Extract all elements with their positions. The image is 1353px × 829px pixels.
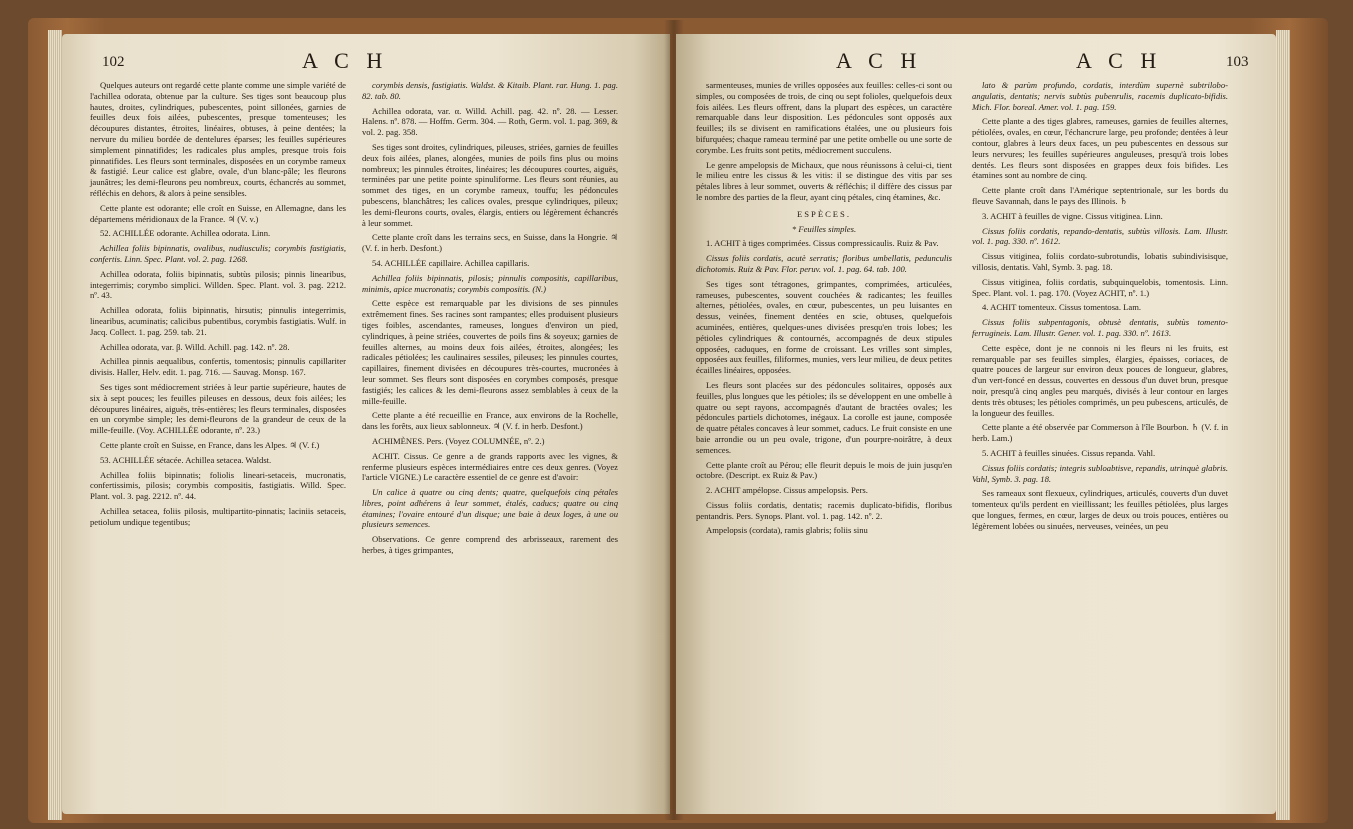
paragraph: ACHIT. Cissus. Ce genre a de grands rapports avec les vignes, & renferme plusieurs espèces intermédiaires entre ces deux genres. (Voyez l'article VIGNE.) Le caractère essentiel de ce genre est d'avoir:	[362, 450, 618, 483]
paragraph: Ses rameaux sont flexueux, cylindriques, articulés, couverts d'un duvet tomenteux qu'ils perdent en vieillissant; les feuilles pétiolées, plus larges que longues, fermes, en cœur, larges de deux ou trois pouces, entières ou légèrement lobées ou sinuées, nerveuses, veinées, un peu	[972, 488, 1228, 531]
page-number: 103	[1226, 54, 1249, 70]
paragraph: sarmenteuses, munies de vrilles opposées aux feuilles: celles-ci sont ou simples, ou composées de trois, de cinq ou sept folioles, quelquefois deux fois ailées. Les fleurs offrent, dans la plupart des espèces, un caractère remarquable dans leur disposition. Les pédoncules sont opposés aux feuilles; ils se divisent en ramifications étalées, une ou plusieurs fois bifurquées; chaque rameau terminé par une petite ombelle ou une sorte de corymbe. Les fruits sont petits, médiocrement succulens.	[696, 80, 952, 155]
paragraph: Cissus foliis cordatis, acutè serratis; floribus umbellatis, pedunculis dichotomis. Ruiz & Pav. Flor. peruv. vol. 1. pag. 64. tab. 100.	[696, 253, 952, 274]
right-page	[676, 34, 1276, 814]
paragraph: 1. ACHIT à tiges comprimées. Cissus compressicaulis. Ruiz & Pav.	[706, 238, 939, 249]
paragraph: Cette espèce est remarquable par les divisions de ses pinnules extrêmement fines. Ses racines sont rampantes; elles produisent plusieurs tiges foibles, ascendantes, rameuses, longues d'environ un pied, cylindriques, à peine striées, couvertes de poils fins & soyeux; garnies de feuilles alternes, au moins deux fois ailées, étroites, alongées; les radicales pétiolées; les caulinaires sessiles, pileuses; les pinnules courtes, capillaires, finement divisées en découpures très-courtes, mucronées à leur sommet. Ses fleurs sont disposées en corymbes composés, presque fastigiés; les calices & les demi-fleurons assez semblables à ceux de la mille-feuille.	[362, 298, 618, 406]
paragraph: Cissus foliis subpentagonis, obtusè dentatis, subtùs tomento-ferrugineis. Lam. Illustr. Gener. vol. 1. pag. 330. nº. 1613.	[972, 317, 1228, 338]
running-head-repeat: A C H	[1076, 48, 1163, 73]
paragraph: Observations. Ce genre comprend des arbrisseaux, rarement des herbes, à tiges grimpantes,	[362, 534, 618, 556]
page-edges-left	[48, 30, 62, 820]
paragraph: Achillea odorata, var. β. Willd. Achill. pag. 142. nº. 28.	[100, 341, 290, 352]
paragraph: 5. ACHIT à feuilles sinuées. Cissus repanda. Vahl.	[982, 447, 1156, 458]
paragraph: Ses tiges sont tétragones, grimpantes, comprimées, articulées, rameuses, pubescentes, souvent couchées & radicantes; les feuilles alternes, pétiolées, ovales, en cœur, pubescentes, un peu luisantes en dessus, veinées, finement dentées en scie, obtuses, quelquefois acuminées, entières, quelques-unes divisées presqu'en trois lobes; les pétioles cylindriques & contournés, accompagnés de deux stipules opposées, caduques, en forme de croissant. Les vrilles sont simples, opposées aux feuilles, filiformes, munies, vers leur milieu, de deux petites écailles linéaires, opposées.	[696, 278, 952, 376]
paragraph: Achillea odorata, foliis bipinnatis, subtùs pilosis; pinnis linearibus, integerrimis; corymbo simplici. Willden. Spec. Plant. vol. 3. pag. 2212. nº. 43.	[90, 268, 346, 301]
paragraph: Cette plante est odorante; elle croît en Suisse, en Allemagne, dans les départemens méridionaux de la France. ♃ (V. v.)	[90, 202, 346, 224]
paragraph: Les fleurs sont placées sur des pédoncules solitaires, opposés aux feuilles, plus longues que les pétioles; ils se développent en une ombelle à quatre ou sept rayons, accompagnés d'autant de bractées ovales; les pédoncules partiels dichotomes, inégaux. La corolle est jaune, composée de quatre pétales concaves à leur sommet, caducs. Le fruit consiste en une baie arrondie ou un peu ovale, trigone, d'un pourpre-noirâtre, à deux semences.	[696, 379, 952, 455]
paragraph: corymbis densis, fastigiatis. Waldst. & Kitaib. Plant. rar. Hung. 1. pag. 82. tab. 80.	[362, 80, 618, 101]
paragraph: 53. ACHILLÉE sétacée. Achillea setacea. Waldst.	[100, 454, 272, 465]
paragraph: Achillea odorata, foliis bipinnatis, hirsutis; pinnulis integerrimis, linearibus, acuminatis; calicibus pubentibus, corymbis fastigiatis. Wulf. in Jacq. Collect. 1. pag. 259. tab. 21.	[90, 305, 346, 337]
paragraph: Achillea foliis bipinnatis, pilosis; pinnulis compositis, capillaribus, minimis, apice mucronatis; corymbis compositis. (N.)	[362, 272, 618, 294]
paragraph: Ses tiges sont droites, cylindriques, pileuses, striées, garnies de feuilles deux fois ailées, planes, alongées, munies de poils fins plus ou moins nombreux; les pinnules étroites, linéaires; les découpures courtes, aiguës, terminées par une petite pointe spinuliforme. Les fleurs sont réunies, au sommet des tiges, en un corymbe rameux, touffu; les pédoncules pubescens, blanchâtres; les calices ovales, presque cylindriques, pileux; les demi-fleurons courts, ovales, élargis, entiers ou légèrement échancrés à leur sommet.	[362, 141, 618, 228]
paragraph: Cette plante a été observée par Commerson à l'île Bourbon. ♄ (V. f. in herb. Lam.)	[972, 422, 1228, 444]
section-heading: ESPÈCES.	[797, 208, 851, 219]
running-head: A C H	[836, 48, 923, 73]
paragraph: Cissus foliis cordatis; integris subloabtisve, repandis, utrinquè glabris. Vahl, Symb. 3. pag. 18.	[972, 462, 1228, 484]
page-number: 102	[102, 54, 125, 70]
paragraph: Achillea pinnis aequalibus, confertis, tomentosis; pinnulis capillariter divisis. Haller, Helv. edit. 1. pag. 716. — Sauvag. Monsp. 167.	[90, 356, 346, 378]
paragraph: Le genre ampelopsis de Michaux, que nous réunissons à celui-ci, tient le milieu entre les cissus & les vitis: il se distingue des vitis par ses pétales libres à leur sommet, ouverts & réfléchis; il diffère des cissus par le nombre des parties de la fleur, ayant cinq pétales, cinq étamines, &c.	[696, 159, 952, 202]
paragraph: Cette espèce, dont je ne connois ni les fleurs ni les fruits, est remarquable par ses feuilles simples, élargies, épaisses, coriaces, de quatre pouces de largeur sur environ deux pouces de longueur, glabres, d'un vert-foncé en dessus, couvertes en dessous d'un duvet brun, presque noir, presqu'à cinq angles peu marqués, divisés à leur contour en larges dents très obtuses; les pétioles comprimés, un peu pubescens, articulés, de la longueur des feuilles.	[972, 342, 1228, 418]
paragraph: Achillea foliis bipinnatis, ovalibus, nudiusculis; corymbis fastigiatis, confertis. Linn. Spec. Plant. vol. 2. pag. 1268.	[90, 243, 346, 264]
paragraph: lato & parùm profundo, cordatis, interdùm supernè subtrilobo-angulatis, dentatis; nervis subtùs pubenrulis, racemis duplicato-bifidis. Mich. Flor. boreal. Amer. vol. 1. pag. 159.	[972, 80, 1228, 112]
paragraph: 2. ACHIT ampélopse. Cissus ampelopsis. Pers.	[706, 485, 868, 496]
paragraph: 3. ACHIT à feuilles de vigne. Cissus vitiginea. Linn.	[982, 210, 1163, 221]
paragraph: Cette plante croît en Suisse, en France, dans les Alpes. ♃ (V. f.)	[100, 439, 320, 450]
paragraph: Cette plante a été recueillie en France, aux environs de la Rochelle, dans les forêts, aux lieux sablonneux. ♃ (V. f. in herb. Desfont.)	[362, 410, 618, 432]
paragraph: Un calice à quatre ou cinq dents; quatre, quelquefois cinq pétales libres, point adhérens à leur sommet, étalés, caducs; quatre ou cinq étamines; l'ovaire entouré d'un disque; une baie à deux loges, à une ou plusieurs semences.	[362, 487, 618, 530]
column-2	[362, 80, 618, 560]
paragraph: Quelques auteurs ont regardé cette plante comme une simple variété de l'achillea odorata, obtenue par la culture. Ses tiges sont beaucoup plus hautes, droites, cylindriques, pubescentes, point sillonées, garnies de feuilles deux fois ailées, pubescentes, presque tomenteuses; les découpures distantes, étroites, linéaires, obtuses, à peine dentées; la nervure du milieu bordée de dentelures éparses; les feuilles supérieures simplement pinnatifides; les radicales plus amples, presque trois fois pinnatifides. Les fleurs sont terminales, disposées en un corymbe rameux & fastigié. Leur calice est glabre, ovale, d'un blanc-pâle; les fleurons jaunâtres; les demi-fleurons peu nombreux, courts, échancrés au sommet, réfléchis en dehors, & alors à peine sensibles.	[90, 80, 346, 198]
column-2	[972, 80, 1228, 535]
paragraph: Cette plante croît dans l'Amérique septentrionale, sur les bords du fleuve Savannah, dans le pays des Illinois. ♄	[972, 185, 1228, 206]
paragraph: Cette plante croît dans les terrains secs, en Suisse, dans la Hongrie. ♃ (V. f. in herb. Desfont.)	[362, 232, 618, 254]
paragraph: Cissus foliis cordatis, dentatis; racemis duplicato-bifidis, floribus pentandris. Pers. Synops. Plant. vol. 1. pag. 142. nº. 2.	[696, 499, 952, 521]
paragraph: Cissus vitiginea, foliis cordatis, subquinquelobis, tomentosis. Linn. Spec. Plant. vol. 1. pag. 170. (Voyez ACHIT, nº. 1.)	[972, 276, 1228, 298]
column-1	[90, 80, 346, 531]
paragraph: ACHIMÈNES. Pers. (Voyez COLUMNÉE, nº. 2.)	[372, 435, 545, 446]
paragraph: 54. ACHILLÉE capillaire. Achillea capillaris.	[372, 257, 530, 268]
paragraph: Ampelopsis (cordata), ramis glabris; foliis sinu	[706, 525, 868, 536]
paragraph: Achillea odorata, var. α. Willd. Achill. pag. 42. nº. 28. — Lesser. Halens. nº. 878. — Hoffm. Germ. 304. — Roth, Germ. vol. 1. pag. 369, & vol. 2. pag. 358.	[362, 105, 618, 138]
page-edges-right	[1276, 30, 1290, 820]
paragraph: Cissus foliis cordatis, repando-dentatis, subtùs villosis. Lam. Illustr. vol. 1. pag. 330. nº. 1612.	[972, 225, 1228, 247]
paragraph: Ses tiges sont médiocrement striées à leur partie supérieure, hautes de six à sept pouces; les feuilles pileuses en dessous, deux fois ailées; les découpures linéaires, aiguës, très-entières; les fleurs terminales, disposées en un corymbe simple; les demi-fleurons de la grandeur de ceux de la mille-feuille. (Voy. ACHILLÉE odorante, nº. 23.)	[90, 381, 346, 436]
left-page	[62, 34, 670, 814]
paragraph: Achillea foliis bipinnatis; foliolis lineari-setaceis, mucronatis, confertissimis, pilosis; corymbis compositis, fastigiatis. Willd. Spec. Plant. vol. 3. pag. 2212. nº. 44.	[90, 469, 346, 502]
paragraph: 52. ACHILLÉE odorante. Achillea odorata. Linn.	[100, 228, 271, 239]
paragraph: 4. ACHIT tomenteux. Cissus tomentosa. Lam.	[982, 302, 1142, 313]
paragraph: Cissus vitiginea, foliis cordato-subrotundis, lobatis subindivisisque, villosis, dentatis. Vahl, Symb. 3. pag. 18.	[972, 251, 1228, 272]
paragraph: Cette plante croît au Pérou; elle fleurit depuis le mois de juin jusqu'en octobre. (Descript. ex Ruiz & Pav.)	[696, 459, 952, 481]
paragraph: Cette plante a des tiges glabres, rameuses, garnies de feuilles alternes, pétiolées, ovales, en cœur, l'échancrure large, peu profonde; dentées à leur contour, glabres à leurs deux faces, un peu pubescentes en dessous sur leurs nervures; les feuilles supérieures anguleuses, presqu'à trois lobes dentés. Les fleurs sont disposées en grappes deux fois bifides. Les étamines sont au nombre de cinq.	[972, 116, 1228, 181]
paragraph: Achillea setacea, foliis pilosis, multipartito-pinnatis; laciniis setaceis, petiolum undique tegentibus;	[90, 505, 346, 527]
running-head: A C H	[302, 48, 389, 73]
subsection-heading: * Feuilles simples.	[791, 223, 857, 234]
column-1	[696, 80, 952, 540]
